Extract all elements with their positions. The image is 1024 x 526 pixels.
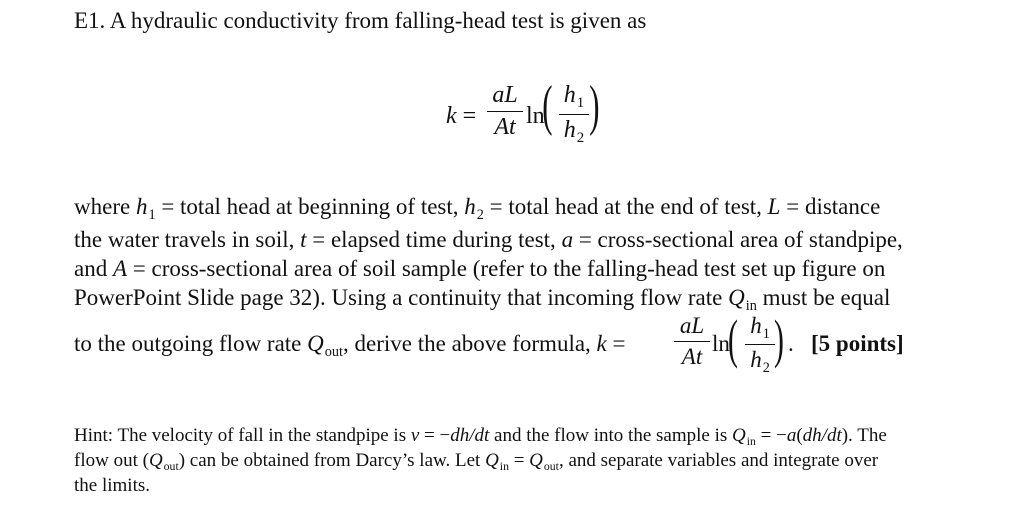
- inline-ln-operator: ln: [712, 331, 730, 356]
- paragraph-line-4: PowerPoint Slide page 32). Using a continuity that incoming flow rate Qin must be equal: [74, 285, 891, 314]
- inline-fraction-h1-over-h2: h1 h2: [745, 313, 775, 376]
- problem-title: E1. A hydraulic conductivity from falling-head test is given as: [74, 8, 647, 33]
- hint-line-3: the limits.: [74, 475, 150, 496]
- paragraph-line-1: where h1 = total head at beginning of test, h2 = total head at the end of test, L = distance: [74, 194, 881, 223]
- points-label: [5 points]: [811, 331, 904, 356]
- definitions-paragraph: [74, 192, 969, 316]
- fraction-bar: [487, 111, 523, 112]
- hint-line-2: flow out (Qout) can be obtained from Darcy’s law. Let Qin = Qout, and separate variables and integrate over: [74, 450, 879, 473]
- hint-line-1: Hint: The velocity of fall in the standpipe is v = −dh/dt and the flow into the sample is Qin = −a(dh/dt). The: [74, 425, 887, 448]
- left-parenthesis: (: [728, 309, 738, 369]
- fraction-aL-over-At: aL At: [487, 82, 523, 141]
- right-parenthesis: ): [774, 309, 784, 369]
- paragraph-line-3: and A = cross-sectional area of soil sample (refer to the falling-head test set up figure on: [74, 256, 886, 281]
- period: .: [788, 331, 794, 356]
- fraction-bar: [559, 114, 589, 115]
- fraction-bar: [745, 344, 775, 345]
- right-parenthesis: ): [589, 75, 600, 137]
- fraction-bar: [674, 341, 710, 342]
- paragraph-line-2: the water travels in soil, t = elapsed time during test, a = cross-sectional area of standpipe,: [74, 227, 903, 252]
- left-parenthesis: (: [542, 75, 553, 137]
- derive-text: to the outgoing flow rate Qout, derive the above formula, k =: [74, 331, 626, 360]
- hint-paragraph: [74, 424, 968, 497]
- ln-operator: ln: [526, 103, 545, 129]
- formula-lhs: k =: [446, 103, 477, 129]
- fraction-h1-over-h2: h1 h2: [559, 82, 589, 147]
- inline-fraction-aL-over-At: aL At: [674, 313, 710, 370]
